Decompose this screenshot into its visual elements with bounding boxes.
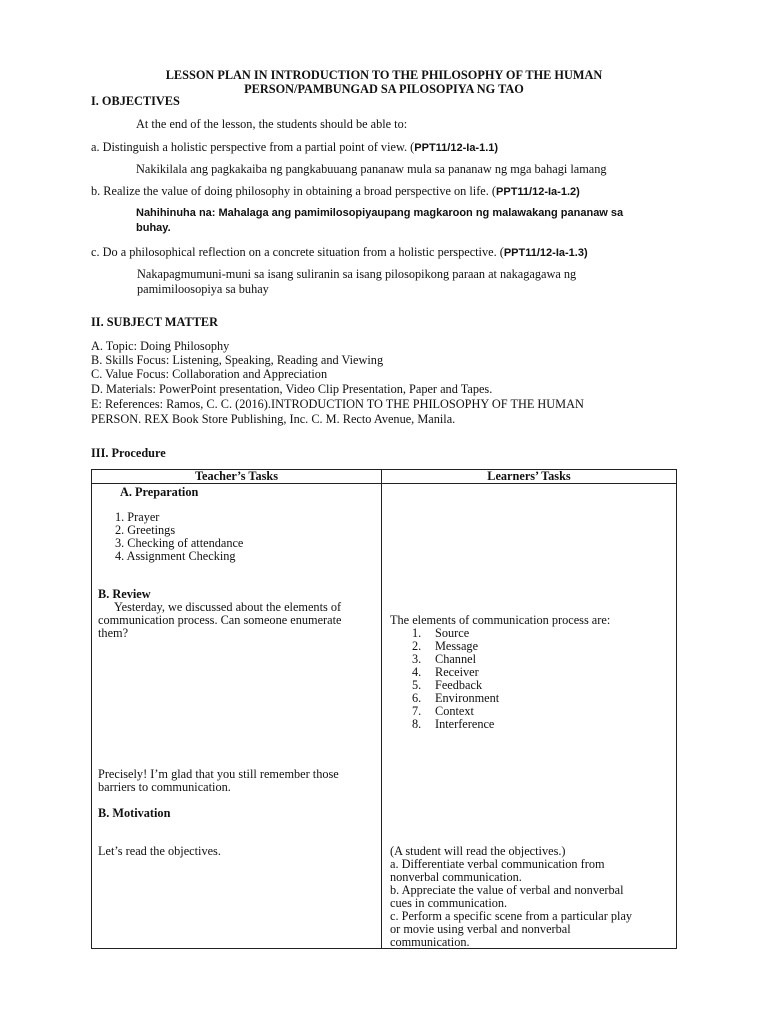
learner-tasks-cell xyxy=(382,484,677,949)
element-num: 6. xyxy=(412,691,422,705)
preparation-item: 1. Prayer xyxy=(115,510,160,524)
element-num: 4. xyxy=(412,665,422,679)
objective-b-filipino-line-1: Nahihinuha na: Mahalaga ang pamimilosopiyaupang magkaroon ng malawakang pananaw sa xyxy=(136,207,624,219)
motivation-text: Let’s read the objectives. xyxy=(98,844,221,858)
element-label: Context xyxy=(435,704,474,718)
element-num: 3. xyxy=(412,652,422,666)
element-num: 8. xyxy=(412,717,422,731)
element-label: Message xyxy=(435,639,479,653)
preparation-item: 3. Checking of attendance xyxy=(115,536,244,550)
learner-tasks-header: Learners’ Tasks xyxy=(382,470,677,484)
element-label: Receiver xyxy=(435,665,479,679)
subject-matter-item: A. Topic: Doing Philosophy xyxy=(91,339,230,353)
procedure-table-header xyxy=(92,470,677,484)
elements-intro: The elements of communication process are: xyxy=(390,613,611,627)
objective-a-code: PPT11/12-Ia-1.1) xyxy=(414,142,499,154)
review-line: Yesterday, we discussed about the elements of xyxy=(114,600,342,614)
objective-c xyxy=(91,245,588,260)
procedure-table-row xyxy=(92,484,677,949)
objective-a-filipino: Nakikilala ang pagkakaiba ng pangkabuuang pananaw mula sa pananaw ng mga bahagi lamang xyxy=(136,162,607,176)
subject-matter-item: D. Materials: PowerPoint presentation, Video Clip Presentation, Paper and Tapes. xyxy=(91,382,493,396)
objective-c-text: c. Do a philosophical reflection on a concrete situation from a holistic perspective. ( xyxy=(91,245,504,259)
review-heading: B. Review xyxy=(98,587,151,601)
motivation-heading: B. Motivation xyxy=(98,806,171,820)
document-title-line-1: LESSON PLAN IN INTRODUCTION TO THE PHILOSOPHY OF THE HUMAN xyxy=(165,68,603,82)
learner-objectives-line: (A student will read the objectives.) xyxy=(390,844,566,858)
element-label: Channel xyxy=(435,652,476,666)
subject-matter-item: B. Skills Focus: Listening, Speaking, Reading and Viewing xyxy=(91,353,384,367)
learner-objectives-line: communication. xyxy=(390,935,470,949)
learner-objectives-line: a. Differentiate verbal communication from xyxy=(390,857,605,871)
preparation-item: 2. Greetings xyxy=(115,523,176,537)
procedure-heading: III. Procedure xyxy=(91,446,166,460)
learner-objectives-line: nonverbal communication. xyxy=(390,870,522,884)
preparation-item: 4. Assignment Checking xyxy=(115,549,236,563)
element-num: 2. xyxy=(412,639,422,653)
subject-matter-item: C. Value Focus: Collaboration and Appreciation xyxy=(91,367,328,381)
subject-matter-item: E: References: Ramos, C. C. (2016).INTRODUCTION TO THE PHILOSOPHY OF THE HUMAN xyxy=(91,397,584,411)
objectives-intro: At the end of the lesson, the students should be able to: xyxy=(136,117,408,131)
element-num: 1. xyxy=(412,626,422,640)
element-label: Interference xyxy=(435,717,495,731)
objective-b-code: PPT11/12-Ia-1.2) xyxy=(496,186,580,198)
learner-objectives-line: or movie using verbal and nonverbal xyxy=(390,922,571,936)
element-label: Feedback xyxy=(435,678,483,692)
preparation-heading: A. Preparation xyxy=(120,485,199,499)
element-num: 7. xyxy=(412,704,422,718)
document-title-line-2: PERSON/PAMBUNGAD SA PILOSOPIYA NG TAO xyxy=(244,82,524,96)
praise-line: Precisely! I’m glad that you still remember those xyxy=(98,767,339,781)
element-num: 5. xyxy=(412,678,422,692)
objective-c-code: PPT11/12-Ia-1.3) xyxy=(503,247,588,259)
objective-c-filipino-line-2: pamimiloosopiya sa buhay xyxy=(137,282,269,296)
praise-line: barriers to communication. xyxy=(98,780,231,794)
teacher-tasks-header: Teacher’s Tasks xyxy=(92,470,382,484)
review-line: communication process. Can someone enumerate xyxy=(98,613,342,627)
objectives-heading: I. OBJECTIVES xyxy=(91,94,180,108)
element-label: Environment xyxy=(435,691,500,705)
objective-a-text: a. Distinguish a holistic perspective from a partial point of view. ( xyxy=(91,140,415,154)
element-label: Source xyxy=(435,626,470,640)
subject-matter-item: PERSON. REX Book Store Publishing, Inc. C. M. Recto Avenue, Manila. xyxy=(91,412,456,426)
learner-objectives-line: b. Appreciate the value of verbal and nonverbal xyxy=(390,883,624,897)
objective-b-text: b. Realize the value of doing philosophy in obtaining a broad perspective on life. ( xyxy=(91,184,497,198)
procedure-table xyxy=(91,469,677,949)
objective-a xyxy=(91,140,498,155)
objective-c-filipino-line-1: Nakapagmumuni-muni sa isang suliranin sa isang pilosopikong paraan at nakagagawa ng xyxy=(137,267,577,281)
objective-b xyxy=(91,184,580,199)
teacher-tasks-cell xyxy=(92,484,382,949)
learner-objectives-line: c. Perform a specific scene from a particular play xyxy=(390,909,633,923)
review-line: them? xyxy=(98,626,129,640)
subject-matter-heading: II. SUBJECT MATTER xyxy=(91,315,218,329)
learner-objectives-line: cues in communication. xyxy=(390,896,508,910)
objective-b-filipino-line-2: buhay. xyxy=(136,222,171,234)
